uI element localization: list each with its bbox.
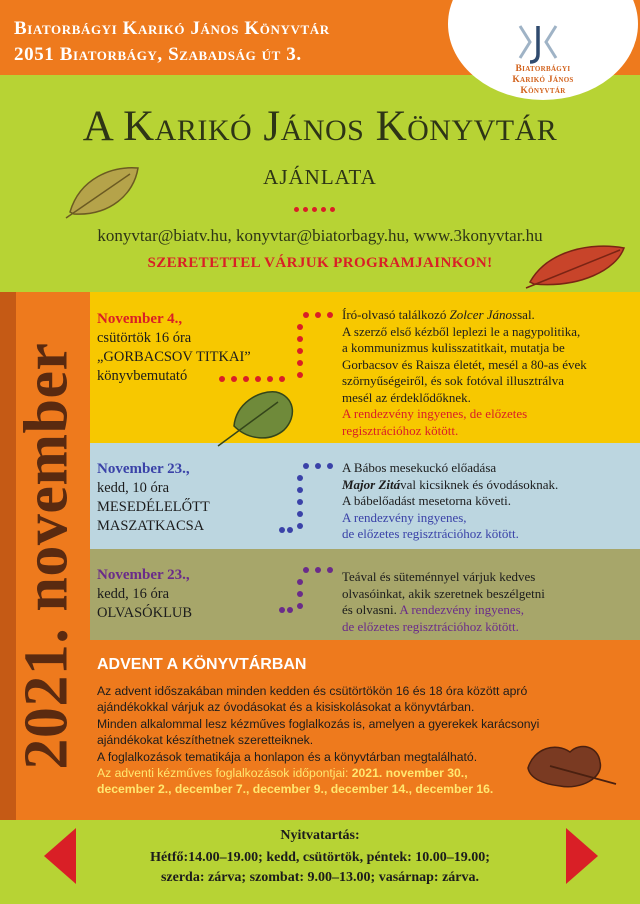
event-1-desc-c: sal. [517, 307, 535, 322]
contact-line: konyvtar@biatv.hu, konyvtar@biatorbagy.hu, www.3konyvtar.hu [97, 226, 543, 245]
event-1-date: November 4., [97, 311, 183, 327]
event-1-guest: Zolcer János [449, 307, 518, 322]
event-3-description [342, 569, 627, 635]
event-2-info [97, 460, 210, 536]
event-3-desc-line3 [342, 602, 627, 619]
event-1-kind: könyvbemutató [97, 368, 188, 384]
event-2-name-2: MASZATKACSA [97, 518, 205, 534]
logo-text-3: Könyvtár [520, 86, 566, 96]
event-2-date: November 23., [97, 461, 190, 477]
event-2-free-line1: A rendezvény ingyenes, [342, 509, 467, 525]
leaf-yellow-icon [60, 160, 144, 222]
event-2-desc-c: val kicsiknek és óvodásoknak. [400, 476, 559, 492]
event-1-name: „GORBACSOV TITKAI” [97, 349, 251, 365]
event-2-desc-line1: A Bábos mesekuckó előadása [342, 460, 497, 475]
event-3-connector [276, 562, 338, 632]
event-3-time: kedd, 16 óra [97, 586, 170, 602]
library-address: 2051 Biatorbágy, Szabadság út 3. [14, 44, 302, 65]
month-label: 2021. november [12, 342, 81, 770]
event-1-desc-line4: Gorbacsov és Raisza életét, mesél a 80-as évek [342, 356, 587, 372]
leaf-brown-icon [520, 738, 620, 800]
advent-line4: ajándékokat készíthetnek szeretteiknek. [97, 733, 314, 748]
leaf-green-icon [214, 386, 304, 450]
event-1-time: csütörtök 16 óra [97, 330, 192, 346]
event-3-free-line2: de előzetes regisztrációhoz kötött. [342, 618, 519, 634]
event-2-time: kedd, 10 óra [97, 480, 170, 496]
event-3-desc-line1: Teával és süteménnyel várjuk kedves [342, 569, 536, 584]
event-3-desc-line2: olvasóinkat, akik szeretnek beszélgetni [342, 585, 545, 601]
event-3-desc-line3a: és olvasni. [342, 602, 400, 617]
event-1-desc-line6: mesél az érdeklődőknek. [342, 389, 471, 405]
logo-text-1: Biatorbágyi [515, 64, 571, 74]
title-dots [294, 207, 335, 212]
event-2-description [342, 460, 627, 543]
advent-line1: Az advent időszakában minden kedden és csütörtökön 16 és 18 óra között apró [97, 684, 528, 698]
advent-date-first: 2021. november 30., [351, 766, 468, 781]
advent-title: ADVENT A KÖNYVTÁRBAN [97, 656, 307, 673]
library-logo-icon [516, 24, 560, 64]
opening-hours-line1: Hétfő:14.00–19.00; kedd, csütörtök, péntek: 10.00–19.00; [150, 850, 490, 865]
leaf-red-icon [524, 238, 628, 290]
opening-hours-title: Nyitvatartás: [280, 828, 360, 843]
event-1-free-line1: A rendezvény ingyenes, de előzetes [342, 406, 528, 421]
event-2-name-1: MESEDÉLELŐTT [97, 499, 210, 515]
page-subtitle: ajánlata [263, 158, 377, 191]
event-1-desc-line2: A szerző első kézből leplezi le a nagypolitika, [342, 323, 581, 339]
event-1-desc-line1 [342, 307, 627, 324]
event-1-desc-a: Író-olvasó találkozó [342, 307, 450, 322]
event-1-description [342, 307, 627, 439]
advent-line2: ajándékokkal várjuk az óvodásokat és a kisiskolásokat a könyvtárban. [97, 700, 475, 715]
advent-dates-rest: december 2., december 7., december 9., december 14., december 16. [97, 782, 494, 797]
event-1-connector [214, 307, 338, 387]
advent-line5: A foglalkozások tematikája a honlapon és a könyvtárban megtalálható. [97, 749, 478, 764]
event-2-free-line2: de előzetes regisztrációhoz kötött. [342, 526, 519, 541]
event-3-info [97, 566, 192, 623]
event-1-desc-line3: a kommunizmus kulisszatitkait, mutatja be [342, 340, 565, 355]
event-2-connector [276, 458, 338, 538]
page-title: A Karikó János Könyvtár [82, 103, 558, 150]
event-3-free-line1: A rendezvény ingyenes, [399, 602, 524, 617]
library-name: Biatorbágyi Karikó János Könyvtár [14, 18, 330, 39]
event-3-date: November 23., [97, 567, 190, 583]
event-2-desc-line3: A bábelőadást mesetorna követi. [342, 493, 511, 508]
event-2-desc-line2 [342, 477, 627, 494]
logo-text-2: Karikó János [512, 75, 574, 85]
event-2-guest: Major Zitá [342, 476, 401, 492]
welcome-text: SZERETETTEL VÁRJUK PROGRAMJAINKON! [147, 255, 493, 271]
event-1-free-line2: regisztrációhoz kötött. [342, 422, 459, 438]
advent-dates-label: Az adventi kézműves foglalkozások időpontjai: [97, 766, 352, 781]
advent-line3: Minden alkalommal lesz kézműves foglalkozás is, amelyen a gyerekek karácsonyi [97, 716, 540, 731]
opening-hours-line2: szerda: zárva; szombat: 9.00–13.00; vasárnap: zárva. [160, 870, 480, 885]
event-1-desc-line5: szörnyűségeiről, és sok fotóval illusztrálva [342, 373, 565, 388]
event-3-name: OLVASÓKLUB [97, 605, 193, 621]
